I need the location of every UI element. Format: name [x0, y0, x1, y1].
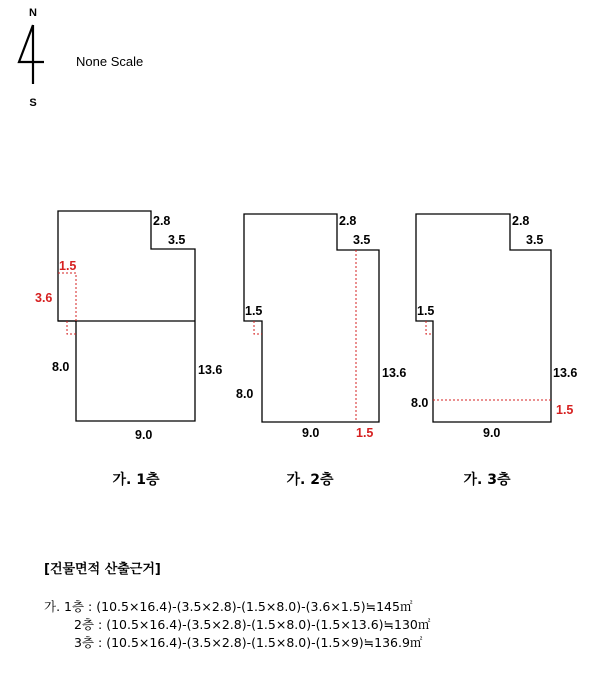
compass-south-label: S — [29, 97, 37, 109]
plan-1f-dim-right-step: 3.5 — [168, 233, 186, 247]
plan-1f-dim-top-step: 2.8 — [153, 214, 171, 228]
plan-1f-dim-red-side: 3.6 — [35, 291, 53, 305]
compass-north-label: N — [29, 7, 37, 19]
calc-row-3f-label: 3층 : — [74, 635, 103, 650]
plan-1f-dim-left: 8.0 — [52, 360, 70, 374]
plan-1f-red-dashed — [58, 273, 76, 334]
plan-1f-dim-bottom: 9.0 — [135, 428, 153, 442]
calc-row-3f-formula: (10.5×16.4)-(3.5×2.8)-(1.5×8.0)-(1.5×9)≒136.9㎡ — [106, 635, 423, 650]
plan-3f-caption: 가. 3층 — [463, 472, 511, 488]
plan-2f-dim-right: 13.6 — [382, 366, 407, 380]
plan-2f-dim-red-bottom: 1.5 — [356, 426, 374, 440]
plan-3f-dim-left-notch: 1.5 — [417, 304, 435, 318]
plan-2f-dim-right-step: 3.5 — [353, 233, 371, 247]
plan-1f — [35, 211, 222, 442]
plan-3f-red-dashed — [426, 321, 551, 400]
plan-2f-dim-bottom: 9.0 — [302, 426, 320, 440]
scale-note: None Scale — [76, 54, 144, 69]
calc-row-3f — [74, 633, 422, 651]
calc-row-1f — [44, 597, 412, 615]
calc-row-2f-formula: (10.5×16.4)-(3.5×2.8)-(1.5×8.0)-(1.5×13.6)≒130㎡ — [106, 617, 431, 632]
calc-row-2f-label: 2층 : — [74, 617, 103, 632]
plan-2f-dim-top-step: 2.8 — [339, 214, 357, 228]
plan-1f-dim-red-small: 1.5 — [59, 259, 77, 273]
calc-row-1f-formula: (10.5×16.4)-(3.5×2.8)-(1.5×8.0)-(3.6×1.5)≒145㎡ — [96, 599, 413, 614]
plan-3f-dim-left: 8.0 — [411, 396, 429, 410]
plan-1f-dim-right: 13.6 — [198, 363, 223, 377]
plan-2f — [236, 214, 406, 440]
plan-3f-dim-right: 13.6 — [553, 366, 578, 380]
plan-2f-dim-left: 8.0 — [236, 387, 254, 401]
north-arrow-icon — [19, 25, 44, 84]
plan-3f — [411, 214, 577, 440]
plan-1f-caption: 가. 1층 — [112, 472, 160, 488]
calc-row-2f — [74, 615, 430, 633]
plan-2f-dim-left-notch: 1.5 — [245, 304, 263, 318]
calc-heading: [건물면적 산출근거] — [44, 562, 161, 577]
plan-3f-dim-red-right: 1.5 — [556, 403, 574, 417]
plan-3f-dim-right-step: 3.5 — [526, 233, 544, 247]
plan-2f-red-dashed — [254, 250, 356, 422]
calc-row-1f-label: 가. 1층 : — [44, 599, 93, 614]
plan-3f-dim-bottom: 9.0 — [483, 426, 501, 440]
plan-3f-dim-top-step: 2.8 — [512, 214, 530, 228]
plan-2f-caption: 가. 2층 — [286, 472, 334, 488]
